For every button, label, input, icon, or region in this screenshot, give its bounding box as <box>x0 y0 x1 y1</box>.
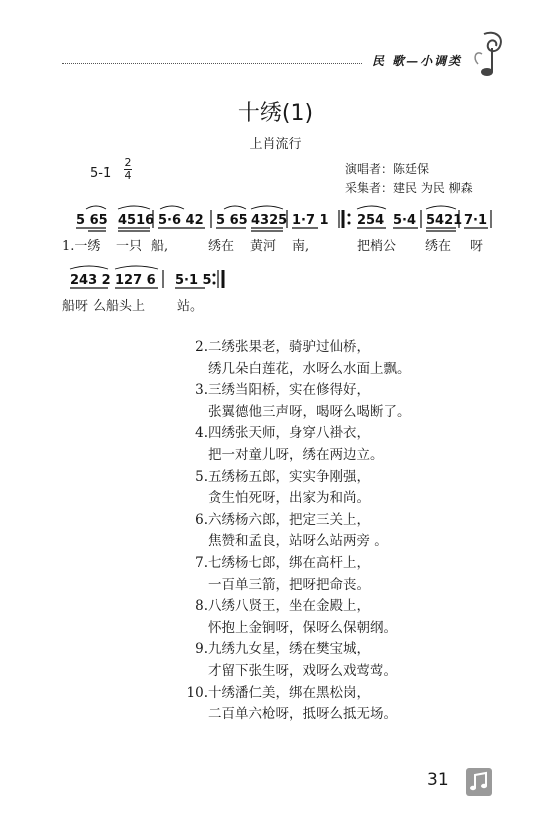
score-group: 5·6 42 <box>158 213 204 228</box>
meter-top: 2 <box>124 156 132 169</box>
meter-bottom: 4 <box>124 169 132 182</box>
verse-line: 焦赞和孟良，站呀么站两旁 。 <box>208 533 388 550</box>
lyric: 绣在 <box>208 239 235 254</box>
music-note-icon <box>466 768 492 796</box>
key-signature: 5-1̇ <box>90 166 112 181</box>
verse-line: 6.六绣杨六郎，把定三关上， <box>195 511 370 528</box>
lyric: 1.一绣 <box>62 239 101 254</box>
page-number: 31 <box>427 770 449 790</box>
verse-line: 2.二绣张果老，骑驴过仙桥， <box>195 339 370 355</box>
score-group: 243 2 <box>70 273 111 288</box>
lyric: 站。 <box>177 299 204 314</box>
lyric: 黄河 <box>250 239 277 254</box>
verse-line: 才留下张生呀，戏呀么戏莺莺。 <box>208 662 397 679</box>
verse-line: 张翼德他三声呀，喝呀么喝断了。 <box>208 403 411 420</box>
verse-line: 贪生怕死呀，出家为和尚。 <box>208 490 370 507</box>
song-origin: 上肖流行 <box>249 137 302 152</box>
lyric: 一只 <box>116 239 143 254</box>
lyric: 南, <box>292 239 310 254</box>
verse-line: 二百单六枪呀，抵呀么抵无场。 <box>208 706 397 723</box>
score-notation <box>0 0 551 320</box>
lyric: 船, <box>151 239 169 254</box>
verse-line: 7.七绣杨七郎，绑在高杆上， <box>195 554 370 571</box>
score-group: 5 65 <box>76 213 108 228</box>
score-group: 254 <box>357 213 385 228</box>
lyric: 么船头上 <box>93 299 146 314</box>
verse-line: 绣几朵白莲花，水呀么水面上飘。 <box>208 360 411 377</box>
score-group: 5 65 <box>216 213 248 228</box>
lyric: 船呀 <box>62 299 89 314</box>
score-group: 7·1 <box>464 213 488 228</box>
singer-credit: 演唱者：陈廷保 <box>345 162 430 176</box>
lyric: 绣在 <box>425 239 452 254</box>
verse-line: 5.五绣杨五郎，实实争刚强， <box>195 468 370 485</box>
score-group: 127 6 <box>115 273 156 288</box>
verse-line: 10.十绣潘仁美，绑在黑松岗， <box>186 684 370 701</box>
verse-line: 把一对童儿呀，绣在两边立。 <box>208 446 384 463</box>
score-group: 5·4 <box>393 213 417 228</box>
score-group: 4325 <box>251 213 288 228</box>
score-group: 1·7 1 <box>292 213 329 228</box>
score-group: 4516 <box>118 213 155 228</box>
verse-line: 9.九绣九女星，绣在樊宝城， <box>195 641 370 658</box>
lyric: 呀 <box>470 239 484 254</box>
verse-line: 3.三绣当阳桥，实在修得好， <box>195 382 370 399</box>
song-title: 十绣(1) <box>237 101 314 126</box>
verse-line: 4.四绣张天师，身穿八褂衣， <box>195 425 370 442</box>
verse-line: 8.八绣八贤王，坐在金殿上， <box>195 598 370 615</box>
score-group: 5·1 5 <box>175 273 212 288</box>
section-header: 民 歌—小调类 <box>372 54 463 68</box>
verse-line: 怀抱上金锏呀，保呀么保朝纲。 <box>208 619 397 636</box>
verse-list <box>183 337 411 726</box>
verse-line: 一百单三箭，把呀把命丧。 <box>208 576 370 593</box>
score-group: 5421 <box>426 213 463 228</box>
lyric: 把梢公 <box>357 239 397 254</box>
collector-credit: 采集者：建民 为民 柳森 <box>345 181 473 195</box>
